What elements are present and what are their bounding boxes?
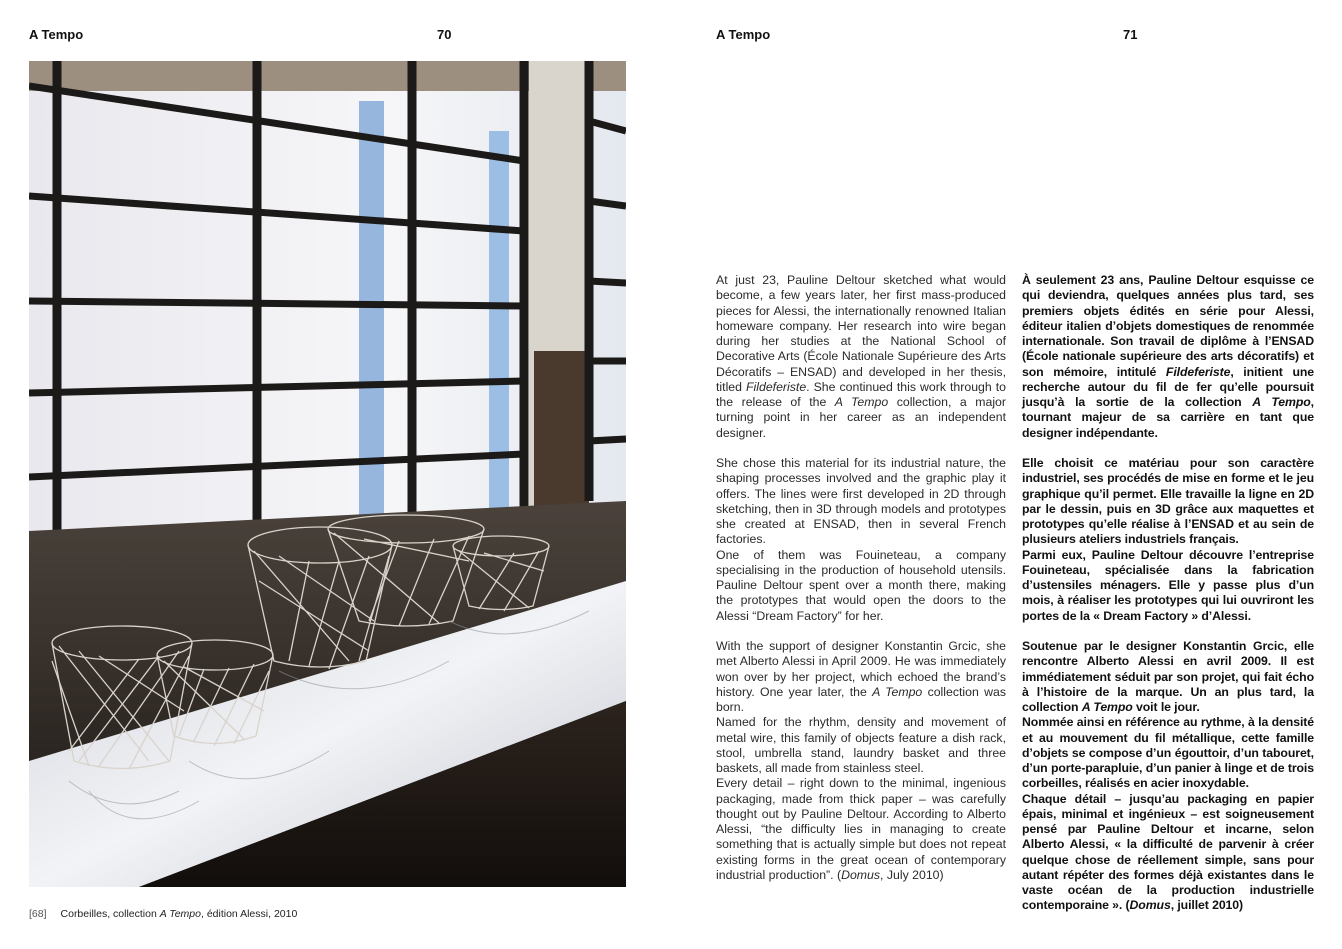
caption-text-2: A Tempo [159, 908, 201, 920]
en-p4-text-a: With the support of designer Konstantin Grcic, she met Alberto Alessi in April 2009. He was immediately won over by her project, which echoed the brand’s history. One year later, the [716, 639, 1006, 699]
figure-caption [29, 908, 297, 920]
fr-paragraph-4 [1022, 639, 1314, 715]
page-number-right: 71 [1123, 27, 1138, 42]
fr-p4-collection: A Tempo [1081, 700, 1133, 714]
en-p1-title: Fildeferiste [746, 379, 807, 394]
en-paragraph-5: Named for the rhythm, density and movement of metal wire, this family of objects feature a dish rack, stool, umbrella stand, laundry basket and three baskets, all made from stainless steel. [716, 715, 1006, 775]
en-p6-text-a: Every detail – right down to the minimal, ingenious packaging, made from thick paper – was carefully thought out by Pauline Deltour. According to Alberto Alessi, “the difficulty lies in managing to create something that is actually simple but does not repeat existing forms in the great ocean of contemporary industrial production”. ( [716, 776, 1006, 882]
fr-p6-source: Domus [1129, 898, 1171, 913]
en-paragraph-4 [716, 639, 1006, 715]
fr-p1-title: Fildeferiste [1165, 364, 1231, 379]
en-paragraph-2: She chose this material for its industrial nature, the shaping processes involved and the graphic play it offers. The lines were first developed in 2D through sketching, then in 3D through models and prototypes she created at ENSAD, then in several French factories. [716, 456, 1006, 547]
en-paragraph-6 [716, 776, 1006, 883]
en-p6-source: Domus [841, 867, 881, 882]
en-p6-text-b: , July 2010) [880, 867, 944, 882]
fr-p6-text-b: , juillet 2010) [1170, 898, 1244, 913]
en-paragraph-1 [716, 273, 1006, 441]
fr-p1-text-a: À seulement 23 ans, Pauline Deltour esquisse ce qui deviendra, quelques années plus tard, ses premiers objets édités en série pour Alessi, éditeur italien d’objets domestiques de renommée internationale. Son travail de diplôme à l’ENSAD (École nationale supérieure des arts décoratifs) et son mémoire, intitulé [1022, 273, 1314, 379]
fr-paragraph-1 [1022, 273, 1314, 441]
fr-p1-collection: A Tempo [1252, 395, 1311, 409]
french-column [1022, 273, 1314, 914]
fr-p6-text-a: Chaque détail – jusqu’au packaging en papier épais, minimal et ingénieux – est soigneusement pensé par Pauline Deltour et incarne, selon Alberto Alessi, « la difficulté de parvenir à créer quelque chose de réellement simple, sans pour autant répéter des formes déjà existantes dans le vaste océan de la production industrielle contemporaine ». ( [1022, 791, 1314, 913]
running-head-right: A Tempo [716, 27, 771, 42]
fr-p1-text-b: , initient une recherche autour du fil de fer qu’elle poursuit jusqu’à la sortie de la collection [1022, 364, 1314, 409]
en-paragraph-3: One of them was Fouineteau, a company specialising in the production of household utensils. Pauline Deltour spent over a month there, making the prototypes that would open the doors to the Alessi “Dream Factory” for her. [716, 547, 1006, 623]
figure-number: [68] [29, 908, 47, 920]
running-head-left: A Tempo [29, 27, 84, 42]
english-column [716, 273, 1006, 883]
caption-text-3: , édition Alessi, 2010 [200, 908, 298, 920]
fr-p4-text-b: voit le jour. [1132, 700, 1200, 714]
en-p4-text-b: collection was born. [716, 684, 1006, 714]
en-p1-text-c: collection, a major turning point in her career as an independent designer. [716, 395, 1006, 440]
photo-wire-baskets [29, 61, 626, 887]
en-p1-collection: A Tempo [834, 395, 889, 409]
fr-p4-text-a: Soutenue par le designer Konstantin Grcic, elle rencontre Alberto Alessi en avril 2009. Il est immédiatement séduit par son projet, qui fait écho à l’histoire de la marque. Un an plus tard, la collection [1022, 639, 1314, 714]
fr-paragraph-2: Elle choisit ce matériau pour son caractère industriel, ses procédés de mise en forme et le jeu graphique qu’il permet. Elle travaille la ligne en 2D par le dessin, puis en 3D grâce aux maquettes et prototypes qu’elle réalise à l’ENSAD et au sein de plusieurs ateliers industriels français. [1022, 456, 1314, 547]
caption-text-1: Corbeilles, collection [60, 908, 160, 920]
page-number-left: 70 [437, 27, 452, 42]
fr-p1-text-c: , tournant majeur de sa carrière en tant que designer indépendante. [1022, 395, 1314, 440]
en-p4-collection: A Tempo [872, 684, 923, 699]
fr-paragraph-5: Nommée ainsi en référence au rythme, à la densité et au mouvement du fil métallique, cette famille d’objets se compose d’un égouttoir, d’un tabouret, d’un porte-parapluie, d’un panier à linge et de trois corbeilles, réalisés en acier inoxydable. [1022, 715, 1314, 791]
en-p1-text-b: . She continued this work through to the release of the [716, 379, 1006, 409]
fr-paragraph-6 [1022, 792, 1314, 914]
en-p1-text-a: At just 23, Pauline Deltour sketched what would become, a few years later, her first mass-produced pieces for Alessi, the internationally renowned Italian homeware company. Her research into wire began during her studies at the National School of Decorative Arts (École Nationale Supérieure des Arts Décoratifs – ENSAD) and developed in her thesis, titled [716, 273, 1006, 394]
fr-paragraph-3: Parmi eux, Pauline Deltour découvre l’entreprise Fouineteau, spécialisée dans la fabrication d’ustensiles ménagers. Elle y passe plus d’un mois, à réaliser les prototypes qui lui ouvriront les portes de la « Dream Factory » d’Alessi. [1022, 547, 1314, 623]
